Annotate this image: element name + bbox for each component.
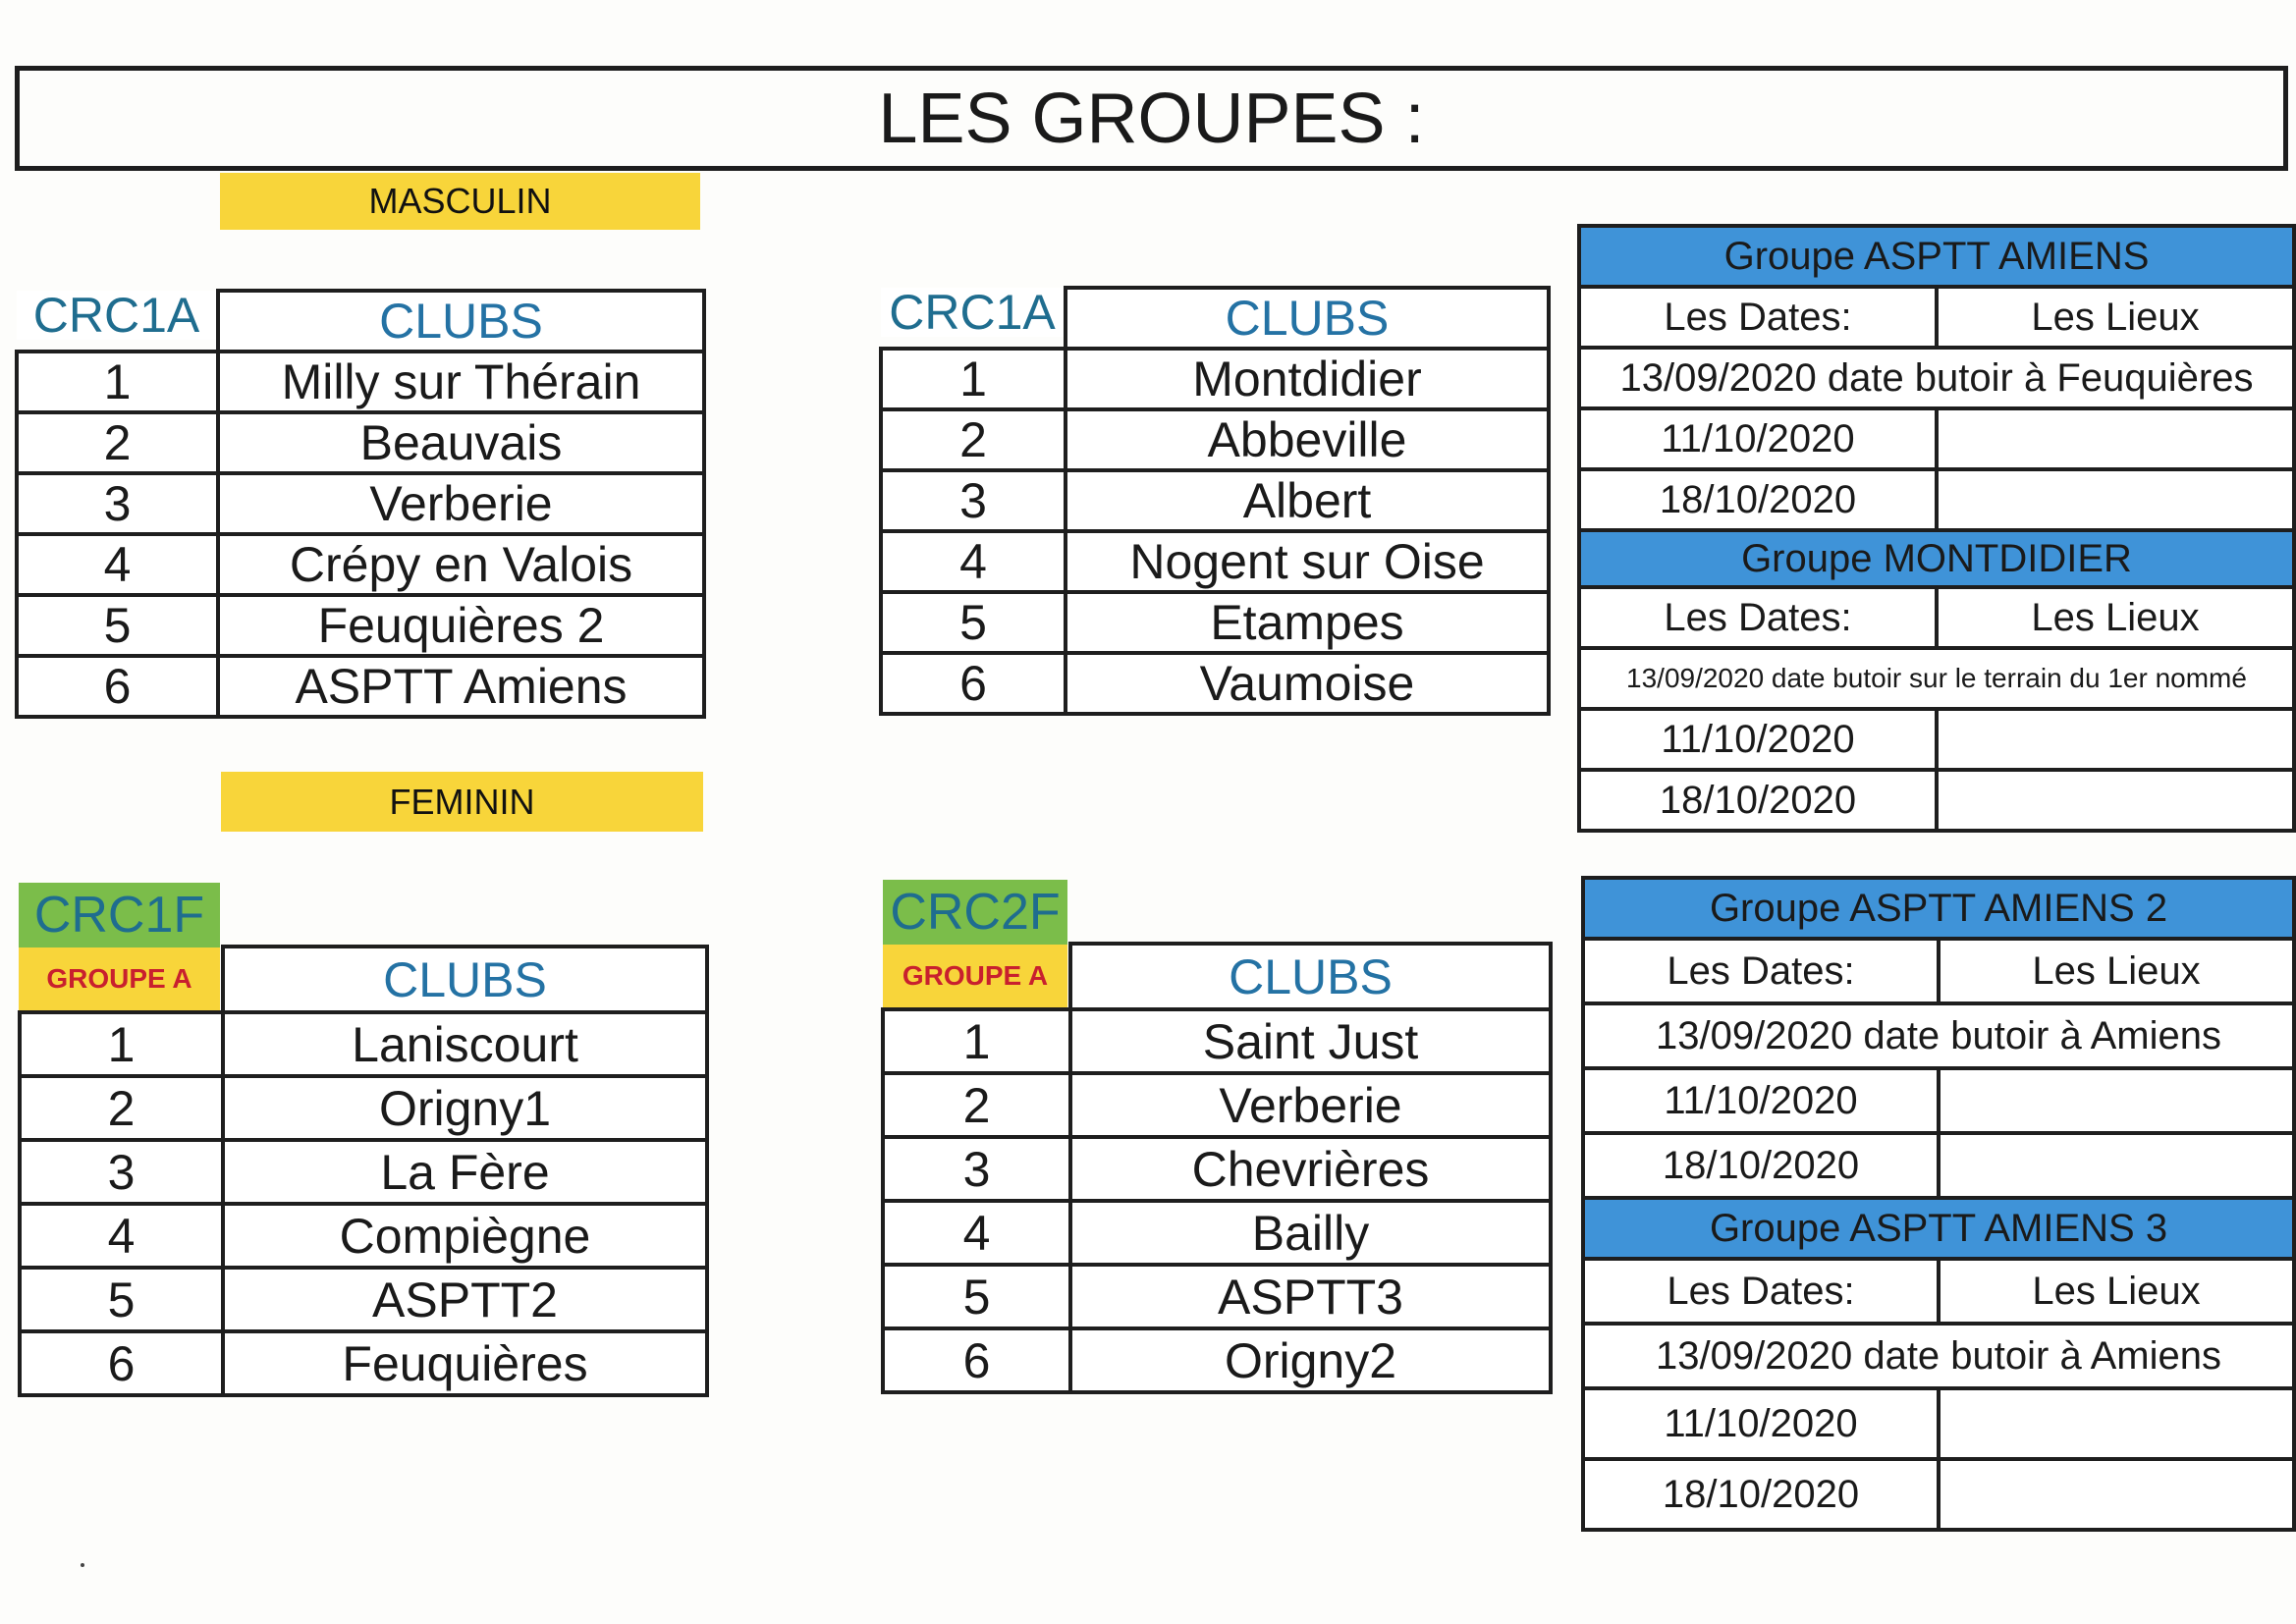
rank: 2 <box>20 1076 223 1140</box>
date-cell: 11/10/2020 <box>1583 1388 1939 1459</box>
rank: 3 <box>17 473 218 534</box>
rank: 5 <box>883 1265 1070 1328</box>
rank: 4 <box>881 531 1066 592</box>
rank: 2 <box>881 409 1066 470</box>
club-name: Milly sur Thérain <box>218 352 704 412</box>
rank: 2 <box>17 412 218 473</box>
division-code: CRC1A <box>17 291 216 340</box>
club-name: ASPTT3 <box>1070 1265 1551 1328</box>
col-lieux: Les Lieux <box>1939 939 2294 1003</box>
rank: 1 <box>17 352 218 412</box>
club-table-crc2f <box>881 942 1549 1394</box>
table-row <box>17 352 704 412</box>
club-name: Origny1 <box>223 1076 707 1140</box>
schedule-box-feminin <box>1581 876 2292 1532</box>
schedule-group-title: Groupe ASPTT AMIENS 2 <box>1583 878 2294 939</box>
schedule-box-masculin <box>1577 224 2292 833</box>
table-row <box>881 349 1549 409</box>
club-name: Saint Just <box>1070 1009 1551 1073</box>
deadline-note: 13/09/2020 date butoir à Amiens <box>1583 1324 2294 1388</box>
table-row <box>881 592 1549 653</box>
lieu-cell <box>1939 1388 2294 1459</box>
col-dates: Les Dates: <box>1579 587 1937 648</box>
schedule-group-title: Groupe ASPTT AMIENS 3 <box>1583 1198 2294 1259</box>
table-row <box>883 1073 1551 1137</box>
club-name: Abbeville <box>1066 409 1549 470</box>
table-row <box>17 595 704 656</box>
club-table-crc1a-1 <box>15 289 702 719</box>
division-code: CRC1F <box>19 883 220 947</box>
table-row <box>881 531 1549 592</box>
deadline-note: 13/09/2020 date butoir à Feuquières <box>1579 348 2294 408</box>
rank: 1 <box>20 1012 223 1076</box>
club-name: Crépy en Valois <box>218 534 704 595</box>
deadline-note: 13/09/2020 date butoir sur le terrain du 1er nommé <box>1579 648 2294 709</box>
club-name: Albert <box>1066 470 1549 531</box>
club-name: Compiègne <box>223 1204 707 1268</box>
table-row <box>881 409 1549 470</box>
table-row <box>881 470 1549 531</box>
table-row <box>17 656 704 717</box>
table-row <box>883 1009 1551 1073</box>
col-lieux: Les Lieux <box>1939 1259 2294 1324</box>
section-masculin <box>220 173 700 230</box>
date-cell: 11/10/2020 <box>1579 408 1937 469</box>
rank: 5 <box>20 1268 223 1331</box>
club-name: Etampes <box>1066 592 1549 653</box>
col-lieux: Les Lieux <box>1937 587 2294 648</box>
rank: 3 <box>20 1140 223 1204</box>
date-cell: 18/10/2020 <box>1583 1133 1939 1198</box>
page-title: LES GROUPES : <box>878 79 1425 158</box>
rank: 2 <box>883 1073 1070 1137</box>
date-cell: 18/10/2020 <box>1579 469 1937 530</box>
clubs-header: CLUBS <box>218 291 704 352</box>
rank: 6 <box>883 1328 1070 1392</box>
rank: 6 <box>881 653 1066 714</box>
club-name: Origny2 <box>1070 1328 1551 1392</box>
division-code: CRC2F <box>883 880 1067 945</box>
group-label: GROUPE A <box>19 947 220 1010</box>
lieu-cell <box>1937 770 2294 831</box>
table-row <box>20 1331 707 1395</box>
schedule-group-title: Groupe MONTDIDIER <box>1579 530 2294 587</box>
rank: 3 <box>883 1137 1070 1201</box>
table-row <box>17 534 704 595</box>
scan-speck <box>81 1563 84 1567</box>
table-row <box>20 1076 707 1140</box>
table-row <box>17 473 704 534</box>
club-name: Laniscourt <box>223 1012 707 1076</box>
club-name: ASPTT Amiens <box>218 656 704 717</box>
club-name: Montdidier <box>1066 349 1549 409</box>
col-dates: Les Dates: <box>1583 1259 1939 1324</box>
table-row <box>17 412 704 473</box>
club-name: Nogent sur Oise <box>1066 531 1549 592</box>
clubs-header: CLUBS <box>1066 288 1549 349</box>
date-cell: 11/10/2020 <box>1583 1068 1939 1133</box>
table-row <box>881 653 1549 714</box>
rank: 5 <box>881 592 1066 653</box>
division-code: CRC1A <box>881 288 1064 337</box>
section-feminin <box>221 772 703 832</box>
club-name: Verberie <box>218 473 704 534</box>
club-name: La Fère <box>223 1140 707 1204</box>
rank: 4 <box>17 534 218 595</box>
rank: 1 <box>883 1009 1070 1073</box>
lieu-cell <box>1939 1133 2294 1198</box>
table-row <box>20 1268 707 1331</box>
rank: 4 <box>20 1204 223 1268</box>
group-label: GROUPE A <box>883 945 1067 1007</box>
page-title-box <box>15 66 2288 171</box>
club-name: Chevrières <box>1070 1137 1551 1201</box>
schedule-group-title: Groupe ASPTT AMIENS <box>1579 226 2294 287</box>
col-dates: Les Dates: <box>1583 939 1939 1003</box>
lieu-cell <box>1939 1459 2294 1530</box>
lieu-cell <box>1937 709 2294 770</box>
table-row <box>883 1201 1551 1265</box>
lieu-cell <box>1937 469 2294 530</box>
club-name: Beauvais <box>218 412 704 473</box>
rank: 5 <box>17 595 218 656</box>
club-name: Verberie <box>1070 1073 1551 1137</box>
club-name: Bailly <box>1070 1201 1551 1265</box>
table-row <box>883 1137 1551 1201</box>
club-name: ASPTT2 <box>223 1268 707 1331</box>
section-label: FEMININ <box>389 781 535 822</box>
rank: 3 <box>881 470 1066 531</box>
date-cell: 18/10/2020 <box>1583 1459 1939 1530</box>
club-table-crc1f <box>18 945 705 1397</box>
clubs-header: CLUBS <box>223 947 707 1012</box>
club-table-crc1a-2 <box>879 286 1547 716</box>
table-row <box>20 1204 707 1268</box>
table-row <box>883 1328 1551 1392</box>
deadline-note: 13/09/2020 date butoir à Amiens <box>1583 1003 2294 1068</box>
date-cell: 18/10/2020 <box>1579 770 1937 831</box>
table-row <box>20 1012 707 1076</box>
club-name: Feuquières 2 <box>218 595 704 656</box>
section-label: MASCULIN <box>368 181 552 221</box>
header-spacer <box>883 944 1070 1009</box>
lieu-cell <box>1939 1068 2294 1133</box>
col-dates: Les Dates: <box>1579 287 1937 348</box>
club-name: Feuquières <box>223 1331 707 1395</box>
clubs-header: CLUBS <box>1070 944 1551 1009</box>
rank: 4 <box>883 1201 1070 1265</box>
header-spacer <box>20 947 223 1012</box>
date-cell: 11/10/2020 <box>1579 709 1937 770</box>
club-name: Vaumoise <box>1066 653 1549 714</box>
col-lieux: Les Lieux <box>1937 287 2294 348</box>
rank: 1 <box>881 349 1066 409</box>
table-row <box>20 1140 707 1204</box>
table-row <box>883 1265 1551 1328</box>
rank: 6 <box>17 656 218 717</box>
rank: 6 <box>20 1331 223 1395</box>
lieu-cell <box>1937 408 2294 469</box>
